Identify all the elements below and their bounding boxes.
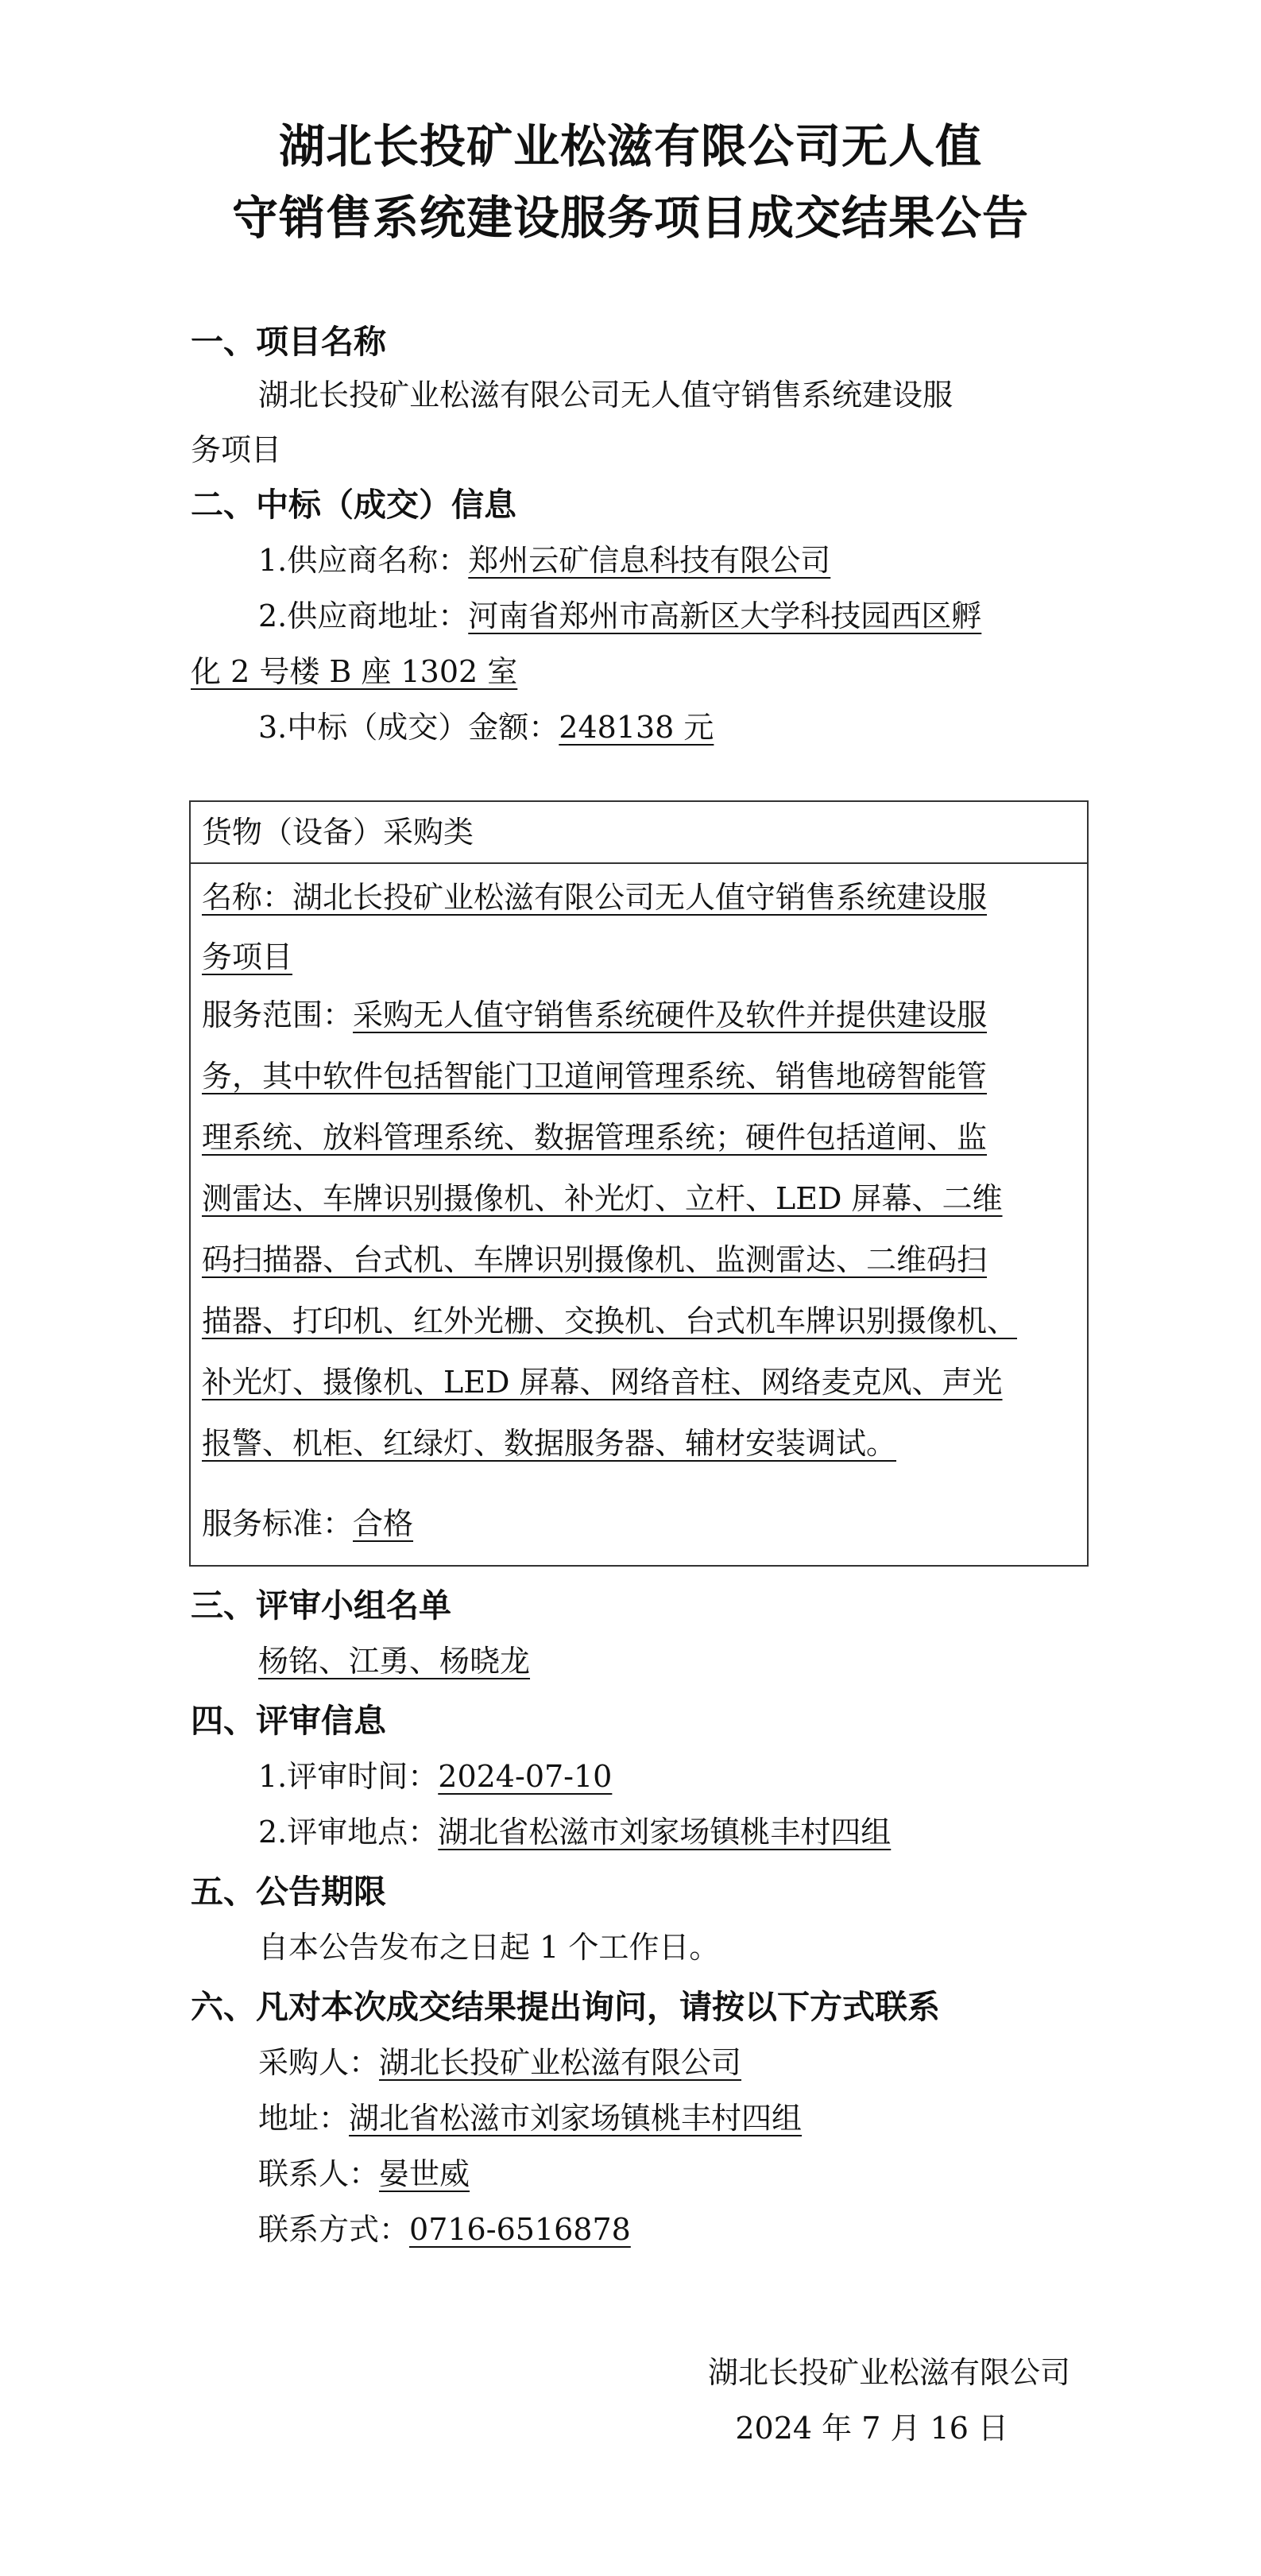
contact-label: 联系人： xyxy=(258,2156,380,2191)
review-time-value: 2024-07-10 xyxy=(438,1759,613,1794)
contact-row xyxy=(258,2150,470,2198)
supplier-address-value-2: 化 2 号楼 B 座 1302 室 xyxy=(191,654,518,689)
scope-row-4 xyxy=(202,1175,1003,1222)
review-place-value: 湖北省松滋市刘家场镇桃丰村四组 xyxy=(438,1815,892,1850)
phone-row xyxy=(258,2206,631,2253)
standard-label: 服务标准： xyxy=(202,1506,354,1541)
scope-row-5 xyxy=(202,1236,987,1284)
standard-value: 合格 xyxy=(353,1506,414,1541)
goods-name-row-2 xyxy=(202,933,292,981)
title-line-2: 守销售系统建设服务项目成交结果公告 xyxy=(231,191,1029,245)
supplier-address-row-2 xyxy=(191,648,517,695)
supplier-address-value-1: 河南省郑州市高新区大学科技园西区孵 xyxy=(468,598,982,633)
review-place-label: 2.评审地点： xyxy=(258,1815,439,1850)
amount-row xyxy=(258,703,714,751)
scope-row-3 xyxy=(202,1114,987,1161)
scope-line: 测雷达、车牌识别摄像机、补光灯、立杆、LED 屏幕、二维 xyxy=(202,1181,1003,1216)
section-1-heading: 一、项目名称 xyxy=(191,323,386,361)
title-line-1: 湖北长投矿业松滋有限公司无人值 xyxy=(278,119,982,173)
review-members-row xyxy=(258,1637,530,1685)
address-row xyxy=(258,2094,802,2142)
scope-line: 务，其中软件包括智能门卫道闸管理系统、销售地磅智能管 xyxy=(202,1059,988,1094)
scope-line: 采购无人值守销售系统硬件及软件并提供建设服 xyxy=(353,997,988,1032)
amount-value: 248138 元 xyxy=(559,710,714,745)
scope-row-6 xyxy=(202,1297,1017,1345)
address-label: 地址： xyxy=(258,2101,350,2136)
signature-company: 湖北长投矿业松滋有限公司 xyxy=(707,2355,1070,2390)
supplier-name-label: 1.供应商名称： xyxy=(258,543,469,578)
section-4-heading: 四、评审信息 xyxy=(191,1702,386,1740)
scope-row-2 xyxy=(202,1052,987,1100)
contact-value: 晏世威 xyxy=(379,2156,470,2191)
supplier-address-row xyxy=(258,592,981,640)
scope-label: 服务范围： xyxy=(202,997,354,1032)
scope-row-1 xyxy=(202,991,987,1039)
project-name-line-1: 湖北长投矿业松滋有限公司无人值守销售系统建设服 xyxy=(258,378,953,413)
signature-date: 2024 年 7 月 16 日 xyxy=(735,2411,1008,2446)
review-place-row xyxy=(258,1808,891,1856)
review-time-label: 1.评审时间： xyxy=(258,1759,439,1794)
standard-row xyxy=(202,1500,413,1548)
supplier-name-value: 郑州云矿信息科技有限公司 xyxy=(468,543,831,578)
scope-line: 报警、机柜、红绿灯、数据服务器、辅材安装调试。 xyxy=(202,1426,897,1461)
supplier-address-label: 2.供应商地址： xyxy=(258,598,469,633)
goods-info-box xyxy=(189,800,1089,1567)
goods-category: 货物（设备）采购类 xyxy=(202,815,474,850)
buyer-label: 采购人： xyxy=(258,2045,380,2080)
phone-value: 0716-6516878 xyxy=(409,2212,631,2247)
goods-name-value-2: 务项目 xyxy=(202,939,293,974)
section-2-heading: 二、中标（成交）信息 xyxy=(191,486,516,524)
phone-label: 联系方式： xyxy=(258,2212,410,2247)
buyer-value: 湖北长投矿业松滋有限公司 xyxy=(379,2045,742,2080)
box-divider xyxy=(191,862,1087,864)
scope-line: 理系统、放料管理系统、数据管理系统；硬件包括道闸、监 xyxy=(202,1120,988,1155)
project-name-line-2: 务项目 xyxy=(191,432,282,467)
goods-name-value-1: 湖北长投矿业松滋有限公司无人值守销售系统建设服 xyxy=(292,880,988,915)
review-members: 杨铭、江勇、杨晓龙 xyxy=(258,1644,531,1679)
section-5-heading: 五、公告期限 xyxy=(191,1873,386,1911)
amount-label: 3.中标（成交）金额： xyxy=(258,710,559,745)
notice-period-text: 自本公告发布之日起 1 个工作日。 xyxy=(258,1930,720,1965)
scope-row-8 xyxy=(202,1420,896,1467)
goods-name-label: 名称： xyxy=(202,880,293,915)
scope-line: 描器、打印机、红外光栅、交换机、台式机车牌识别摄像机、 xyxy=(202,1303,1018,1338)
scope-line: 码扫描器、台式机、车牌识别摄像机、监测雷达、二维码扫 xyxy=(202,1242,988,1277)
goods-name-row xyxy=(202,874,987,921)
supplier-name-row xyxy=(258,537,830,584)
scope-line: 补光灯、摄像机、LED 屏幕、网络音柱、网络麦克风、声光 xyxy=(202,1365,1003,1400)
section-3-heading: 三、评审小组名单 xyxy=(191,1586,451,1625)
scope-row-7 xyxy=(202,1358,1003,1406)
buyer-row xyxy=(258,2039,741,2086)
address-value: 湖北省松滋市刘家场镇桃丰村四组 xyxy=(349,2101,803,2136)
review-time-row xyxy=(258,1753,612,1800)
section-6-heading: 六、凡对本次成交结果提出询问，请按以下方式联系 xyxy=(191,1988,940,2026)
